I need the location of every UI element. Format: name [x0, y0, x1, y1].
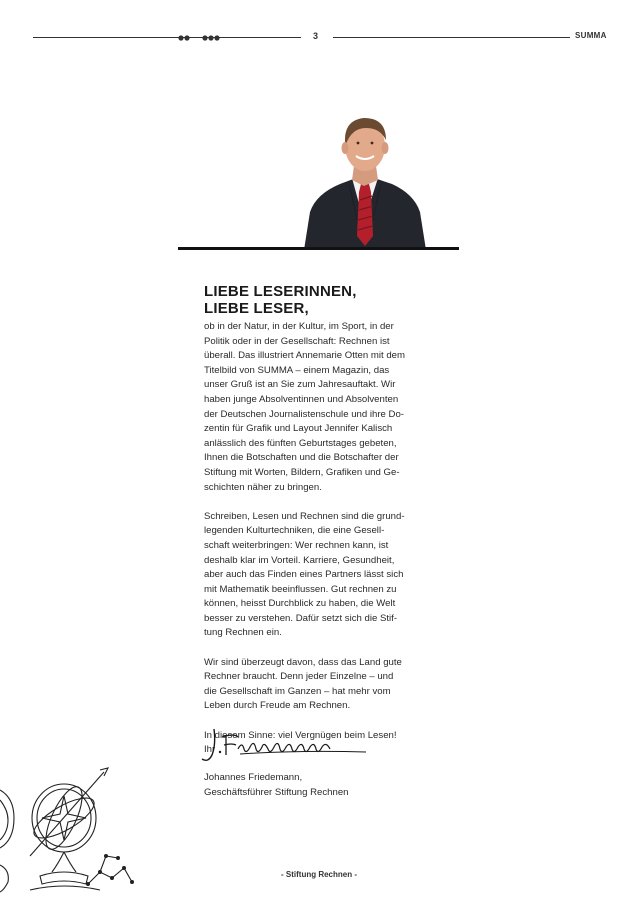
text-line: Wir sind überzeugt davon, dass das Land gute	[204, 656, 402, 668]
header-dots-ornament	[178, 33, 228, 43]
text-line: Stiftung mit Worten, Bildern, Grafiken und Ge-	[204, 466, 400, 478]
page-number: 3	[313, 31, 319, 41]
paragraph	[204, 320, 423, 495]
armillary-globe-sketch	[0, 760, 145, 903]
text-line: unser Gruß ist an Sie zum Jahresauftakt. Wir	[204, 379, 396, 391]
letter-heading	[204, 283, 357, 317]
header-rule-right	[333, 37, 570, 38]
page-footer: - Stiftung Rechnen -	[281, 870, 357, 879]
text-line: schichten näher zu bringen.	[204, 481, 322, 493]
paragraph	[204, 656, 423, 714]
letter-body	[204, 320, 423, 772]
signer-block	[204, 771, 349, 800]
text-line: Schreiben, Lesen und Rechnen sind die grund-	[204, 510, 405, 522]
text-line: mit Mathematik beeinflussen. Gut rechnen zu	[204, 583, 397, 595]
text-line: zentin für Grafik und Layout Jennifer Kalisch	[204, 423, 393, 435]
text-line: ob in der Natur, in der Kultur, im Sport, in der	[204, 321, 394, 332]
text-line: tung Rechnen ein.	[204, 627, 282, 639]
text-line: die Gesellschaft im Ganzen – hat mehr vom	[204, 685, 391, 697]
header-rule-left	[33, 37, 301, 38]
portrait-photo	[300, 112, 430, 250]
closing-line: In diesem Sinne: viel Vergnügen beim Lesen!	[204, 729, 397, 741]
paragraph	[204, 510, 423, 641]
text-line: Politik oder in der Gesellschaft: Rechnen ist	[204, 335, 390, 347]
text-line: haben junge Absolventinnen und Absolventen	[204, 393, 399, 405]
text-line: schaft weiterbringen: Wer rechnen kann, ist	[204, 539, 389, 551]
text-line: Leben durch Freude am Rechnen.	[204, 700, 351, 712]
heading-line: LIEBE LESER,	[204, 300, 309, 317]
handwritten-signature	[200, 725, 370, 765]
text-line: Ihnen die Botschaften und die Botschafter der	[204, 452, 399, 464]
text-line: Rechner braucht. Denn jeder Einzelne – und	[204, 671, 394, 683]
signer-name: Johannes Friedemann,	[204, 772, 303, 783]
text-line: deshalb klar im Vorteil. Karriere, Gesundheit,	[204, 554, 395, 566]
text-line: der Deutschen Journalistenschule und ihre Do-	[204, 408, 404, 420]
text-line: können, heisst Durchblick zu haben, die Welt	[204, 598, 396, 610]
heading-line: LIEBE LESERINNEN,	[204, 283, 357, 300]
signer-title: Geschäftsführer Stiftung Rechnen	[204, 786, 349, 798]
magazine-brand: SUMMA	[575, 31, 607, 40]
closing-word: Ihr	[204, 744, 216, 756]
portrait-baseline-rule	[178, 247, 459, 250]
text-line: legenden Kulturtechniken, die eine Gesell-	[204, 525, 385, 537]
text-line: anlässlich des fünften Geburtstages gebeten,	[204, 437, 397, 449]
text-line: aber auch das Finden eines Partners lässt sich	[204, 569, 404, 581]
text-line: Titelbild von SUMMA – einem Magazin, das	[204, 364, 390, 376]
text-line: besser zu verstehen. Dafür setzt sich die Stif-	[204, 612, 398, 624]
text-line: überall. Das illustriert Annemarie Otten mit dem	[204, 350, 406, 362]
